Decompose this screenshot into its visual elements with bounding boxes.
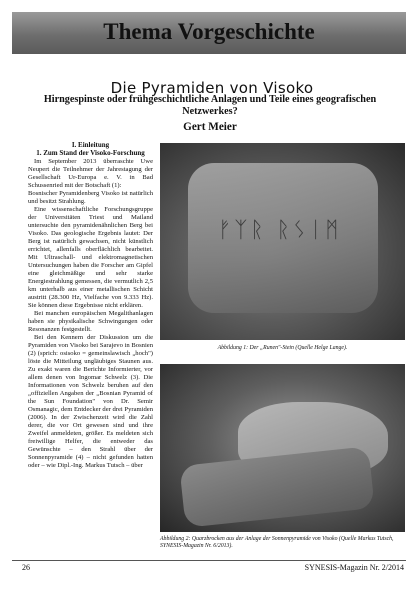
heading-introduction: I. Einleitung bbox=[71, 141, 110, 149]
page-number: 26 bbox=[22, 563, 30, 572]
section-title: Thema Vorgeschichte bbox=[103, 19, 315, 44]
body-paragraph: Im September 2013 überraschte Uwe Neupert die Teilnehmer der Jahrestagung der Gesellschaft Ur-Europa e. V. in Bad Schussenried mit der Botschaft (1): bbox=[28, 157, 153, 189]
article-subtitle: Hirngespinste oder frühgeschichtliche Anlagen und Teile eines geografischen Netzwerkes? bbox=[43, 94, 377, 117]
quartz-photo bbox=[160, 364, 405, 532]
rune-stone-photo bbox=[160, 143, 405, 340]
footer-divider bbox=[12, 560, 406, 561]
body-paragraph: Bei den Kennern der Diskussion um die Pyramiden von Visoko bei Sarajevo in Bosnien (2) (sprich: osisoko = gemeinslawisch „hoch") löste die Mitteilung ungläubiges Staunen aus. Zu exakt waren die Berichte Informierter, vor allem denen von Ingomar Schwelz (3). Die Informationen von Schwelz beruhen auf den „offiziellen Angaben der „Bosnian Pyramid of the Sun Foundation" von Dr. Semir Osmanagic, dem Entdecker der drei Pyramiden (2006). In der Zwischenzeit wird die Zahl derer, die vor Ort gewesen sind und ihre Zweifel anmeldeten, größer. Es meldeten sich freiwillige Helfer, die entweder das Gewünschte – den Strahl über der Sonnenpyramide (4) – nicht gefunden hatten oder – wie Dipl.-Ing. Markus Tutsch – über bbox=[28, 333, 153, 469]
body-paragraph: Eine wissenschaftliche Forschungsgruppe der Universitäten Triest und Mailand untersuchte den pyramidenähnlichen Berg bei Visoko. Das geologische Ergebnis lautet: Der Berg ist natürlich gewachsen, nicht künstlich errichtet, allenfalls oberflächlich bearbeitet. Mit Ultraschall- und elektromagnetischen Untersuchungen haben die Forscher am Gipfel eine gleichmäßige und sehr starke Energiestrahlung gemessen, die vermutlich 2,5 km unterhalb aus einer metallischen Schicht austritt (28.300 Hz, Vielfache von 9.333 Hz). Sie können diese Ergebnisse nicht erklären. bbox=[28, 205, 153, 309]
article-author: Gert Meier bbox=[183, 121, 237, 133]
magazine-issue: SYNESIS-Magazin Nr. 2/2014 bbox=[304, 563, 404, 572]
article-title: Die Pyramiden von Visoko bbox=[110, 79, 314, 97]
body-column bbox=[28, 141, 153, 470]
figure-caption-2: Abbildung 2: Quarzbrocken aus der Anlage der Sonnenpyramide von Visoko (Quelle Markus Tutsch, SYNESIS-Magazin Nr. 6/2013). bbox=[160, 536, 394, 549]
heading-research-status: 1. Zum Stand der Visoko-Forschung bbox=[36, 149, 145, 158]
figure-caption-1: Abbildung 1: Der „Runen"-Stein (Quelle Helge Lange). bbox=[217, 345, 348, 351]
quartz-block-lower bbox=[179, 446, 374, 528]
header-bar bbox=[12, 12, 406, 54]
body-paragraph-quote: Bosnischer Pyramidenberg Visoko ist natürlich und besitzt Strahlung. bbox=[28, 189, 153, 205]
body-paragraph: Bei manchen europäischen Megalithanlagen haben sie physikalische Schwingungen oder Resonanzen festgestellt. bbox=[28, 309, 153, 333]
rune-inscription: ᚠᛉᚱ ᚱᛊᛁᛗ bbox=[218, 218, 342, 243]
